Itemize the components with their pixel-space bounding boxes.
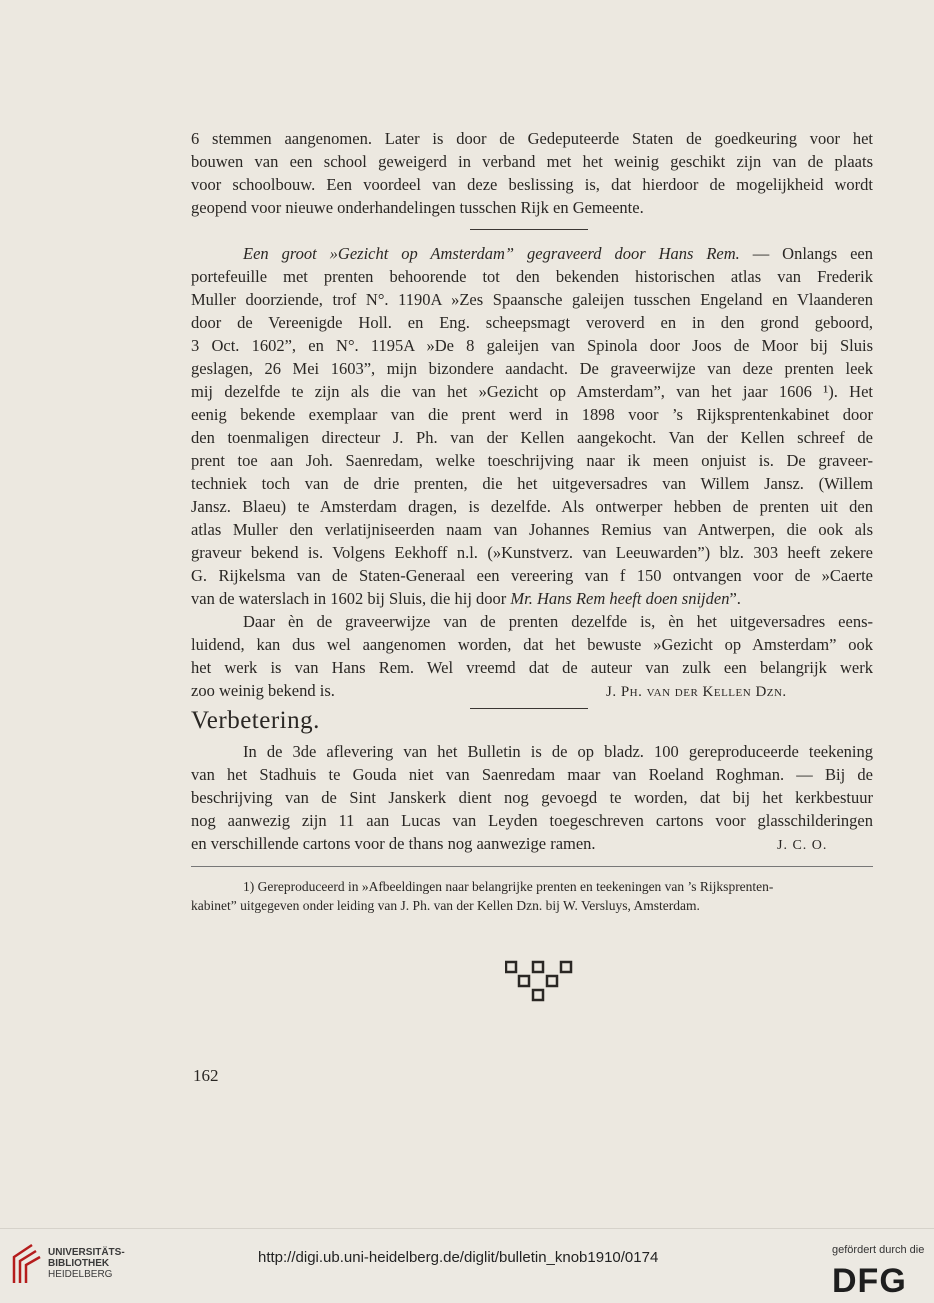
text-line: bouwen van een school geweigerd in verband met het weinig geschikt zijn van de plaats <box>191 152 873 171</box>
text-line: door de Vereenigde Holl. en Eng. scheepsmagt veroverd en in den grond geboord, <box>191 313 873 332</box>
section-heading: Verbetering. <box>191 707 320 734</box>
text-line: portefeuille met prenten behoorende tot den bekenden historischen atlas van Frederik <box>191 267 873 286</box>
university-name[interactable] <box>48 1247 125 1280</box>
text-line: Jansz. Blaeu) te Amsterdam dragen, is dezelfde. Als ontwerper hebben de prenten uit den <box>191 497 873 516</box>
university-line: HEIDELBERG <box>48 1269 113 1280</box>
article-title: Een groot »Gezicht op Amsterdam” gegraveerd door Hans Rem. <box>243 244 740 263</box>
text-line: het werk is van Hans Rem. Wel vreemd dat de auteur van zulk een belangrijk werk <box>191 658 873 677</box>
text-line: graveur bekend is. Volgens Eekhoff n.l. (»Kunstverz. van Leeuwarden”) blz. 303 heeft zekere <box>191 543 873 562</box>
intro-paragraph <box>191 127 873 219</box>
footnote-rule <box>191 866 873 867</box>
text-line: Muller doorziende, trof N°. 1190A »Zes Spaansche galeijen tusschen Engeland en Vlaanderen <box>191 290 873 309</box>
text-line: Daar èn de graveerwijze van de prenten dezelfde is, èn het uitgeversadres eens- <box>243 612 873 631</box>
permalink-url[interactable]: http://digi.ub.uni-heidelberg.de/diglit/bulletin_knob1910/0174 <box>258 1249 659 1266</box>
text-line: In de 3de aflevering van het Bulletin is de op bladz. 100 gereproduceerde teekening <box>243 742 873 761</box>
text-span: ”. <box>729 589 741 608</box>
quoted-italic: Mr. Hans Rem heeft doen snijden <box>510 589 730 608</box>
text-line: G. Rijkelsma van de Staten-Generaal een vereering van f 150 ontvangen voor de »Caerte <box>191 566 873 585</box>
text-span: van de waterslach in 1602 bij Sluis, die hij door <box>191 589 511 608</box>
text-line: geopend voor nieuwe onderhandelingen tusschen Rijk en Gemeente. <box>191 198 644 217</box>
decorative-ornament-icon <box>505 960 573 1004</box>
text-line: luidend, kan dus wel aangenomen worden, dat het bewuste »Gezicht op Amsterdam” ook <box>191 635 873 654</box>
footnote <box>191 877 873 915</box>
correction-paragraph <box>191 740 873 855</box>
dfg-label: gefördert durch die <box>832 1244 925 1256</box>
text-line: geslagen, 26 Mei 1603”, mijn bizondere aandacht. De graveerwijze van deze prenten leek <box>191 359 873 378</box>
text-line: nog aanwezig zijn 11 aan Lucas van Leyden toegeschreven cartons voor glasschilderingen <box>191 811 873 830</box>
text-span: zoo weinig bekend is. <box>191 681 335 700</box>
text-line: eenig bekende exemplaar van die prent werd in 1898 voor ’s Rijksprentenkabinet door <box>191 405 873 424</box>
university-line: BIBLIOTHEK <box>48 1258 110 1269</box>
text-line: atlas Muller den verlatijniseerden naam van Johannes Remius van Antwerpen, die ook als <box>191 520 873 539</box>
dfg-logo[interactable]: DFG <box>832 1262 907 1300</box>
text-line: prent toe aan Joh. Saenredam, welke toeschrijving naar ik meen onjuist is. De graveer- <box>191 451 873 470</box>
article-title-line <box>191 242 873 265</box>
text-line: den toenmaligen directeur J. Ph. van der Kellen aangekocht. Van der Kellen schreef de <box>191 428 873 447</box>
text-line <box>191 587 873 610</box>
text-line: van het Stadhuis te Gouda niet van Saenredam maar van Roeland Roghman. — Bij de <box>191 765 873 784</box>
article-title-rest: — Onlangs een <box>739 244 873 263</box>
text-line: beschrijving van de Sint Janskerk dient nog gevoegd te worden, dat bij het kerkbestuur <box>191 788 873 807</box>
text-line: voor schoolbouw. Een voordeel van deze beslissing is, dat hierdoor de mogelijkheid wordt <box>191 175 873 194</box>
university-line: UNIVERSITÄTS- <box>48 1247 125 1258</box>
article-signature: J. Ph. van der Kellen Dzn. <box>606 684 787 700</box>
text-line: techniek toch van de drie prenten, die het uitgeversadres van Willem Jansz. (Willem <box>191 474 873 493</box>
page-number: 162 <box>193 1066 219 1085</box>
text-line: 6 stemmen aangenomen. Later is door de Gedeputeerde Staten de goedkeuring voor het <box>191 129 873 148</box>
article-paragraph <box>191 242 873 702</box>
text-line: en verschillende cartons voor de thans nog aanwezige ramen. <box>191 834 596 853</box>
footnote-line: 1) Gereproduceerd in »Afbeeldingen naar belangrijke prenten en teekeningen van ’s Rijksprenten- <box>243 879 774 894</box>
university-logo-icon <box>10 1243 44 1285</box>
text-line: mij dezelfde te zijn als die van het »Gezicht op Amsterdam”, van het jaar 1606 ¹). Het <box>191 382 873 401</box>
text-line: 3 Oct. 1602”, en N°. 1195A »De 8 galeijen van Spinola door Joos de Moor bij Sluis <box>191 336 873 355</box>
section-divider <box>470 708 588 709</box>
footnote-line: kabinet” uitgegeven onder leiding van J. Ph. van der Kellen Dzn. bij W. Versluys, Amsterdam. <box>191 898 700 913</box>
section-divider <box>470 229 588 230</box>
correction-signature: J. C. O. <box>777 838 828 853</box>
